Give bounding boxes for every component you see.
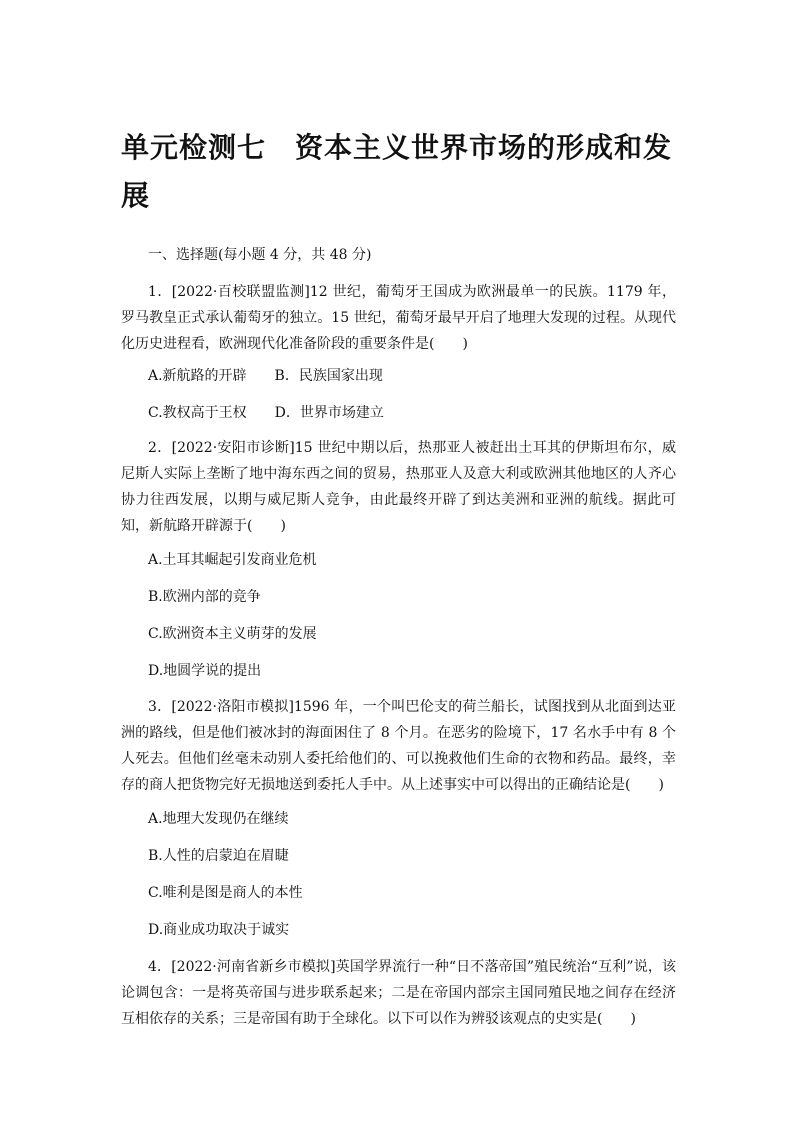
question-2-option-c: C.欧洲资本主义萌芽的发展 xyxy=(148,626,317,642)
question-3-option-d: D.商业成功取决于诚实 xyxy=(148,922,290,938)
question-2-option-b: B.欧洲内部的竞争 xyxy=(148,589,261,605)
question-2-text: 2．[2022·安阳市诊断]15 世纪中期以后，热那亚人被赶出土耳其的伊斯坦布尔，威尼斯人实际上垄断了地中海东西之间的贸易，热那亚人及意大利或欧洲其他地区的人齐心协力往西发展，以期与威尼斯人竞争，由此最终开辟了到达美洲和亚洲的航线。据此可知，新航路开辟源于( ) xyxy=(121,440,676,534)
question-1-options-row-2: C.教权高于王权 D．世界市场建立 xyxy=(148,405,384,421)
question-3-option-c: C.唯利是图是商人的本性 xyxy=(148,885,303,901)
question-4-text: 4．[2022·河南省新乡市模拟]英国学界流行一种“日不落帝国”殖民统治“互利”说，该论调包含：一是将英帝国与进步联系起来；二是在帝国内部宗主国同殖民地之间存在经济互相依存的关系；三是帝国有助于全球化。以下可以作为辨驳该观点的史实是( ) xyxy=(121,959,676,1027)
question-2-option-a: A.土耳其崛起引发商业危机 xyxy=(148,552,317,568)
question-3-option-b: B.人性的启蒙迫在眉睫 xyxy=(148,848,289,864)
page-title: 单元检测七 资本主义世界市场的形成和发展 xyxy=(121,131,673,212)
question-3-option-a: A.地理大发现仍在继续 xyxy=(148,811,289,827)
question-3-text: 3．[2022·洛阳市模拟]1596 年，一个叫巴伦支的荷兰船长，试图找到从北面到达亚洲的路线，但是他们被冰封的海面困住了 8 个月。在恶劣的险境下，17 名水手中有 8 个人死去。但他们丝毫未动别人委托给他们的、可以挽救他们生命的衣物和药品。最终，幸存的商人把货物完好无损地送到委托人手中。从上述事实中可以得出的正确结论是( ) xyxy=(121,699,676,793)
question-1-text: 1．[2022·百校联盟监测]12 世纪，葡萄牙王国成为欧洲最单一的民族。1179 年，罗马教皇正式承认葡萄牙的独立。15 世纪，葡萄牙最早开启了地理大发现的过程。从现代化历史进程看，欧洲现代化准备阶段的重要条件是( ) xyxy=(121,284,676,352)
section-heading: 一、选择题(每小题 4 分，共 48 分) xyxy=(148,247,372,263)
question-1-options-row-1: A.新航路的开辟 B．民族国家出现 xyxy=(148,368,383,384)
question-2-option-d: D.地圆学说的提出 xyxy=(148,663,262,679)
